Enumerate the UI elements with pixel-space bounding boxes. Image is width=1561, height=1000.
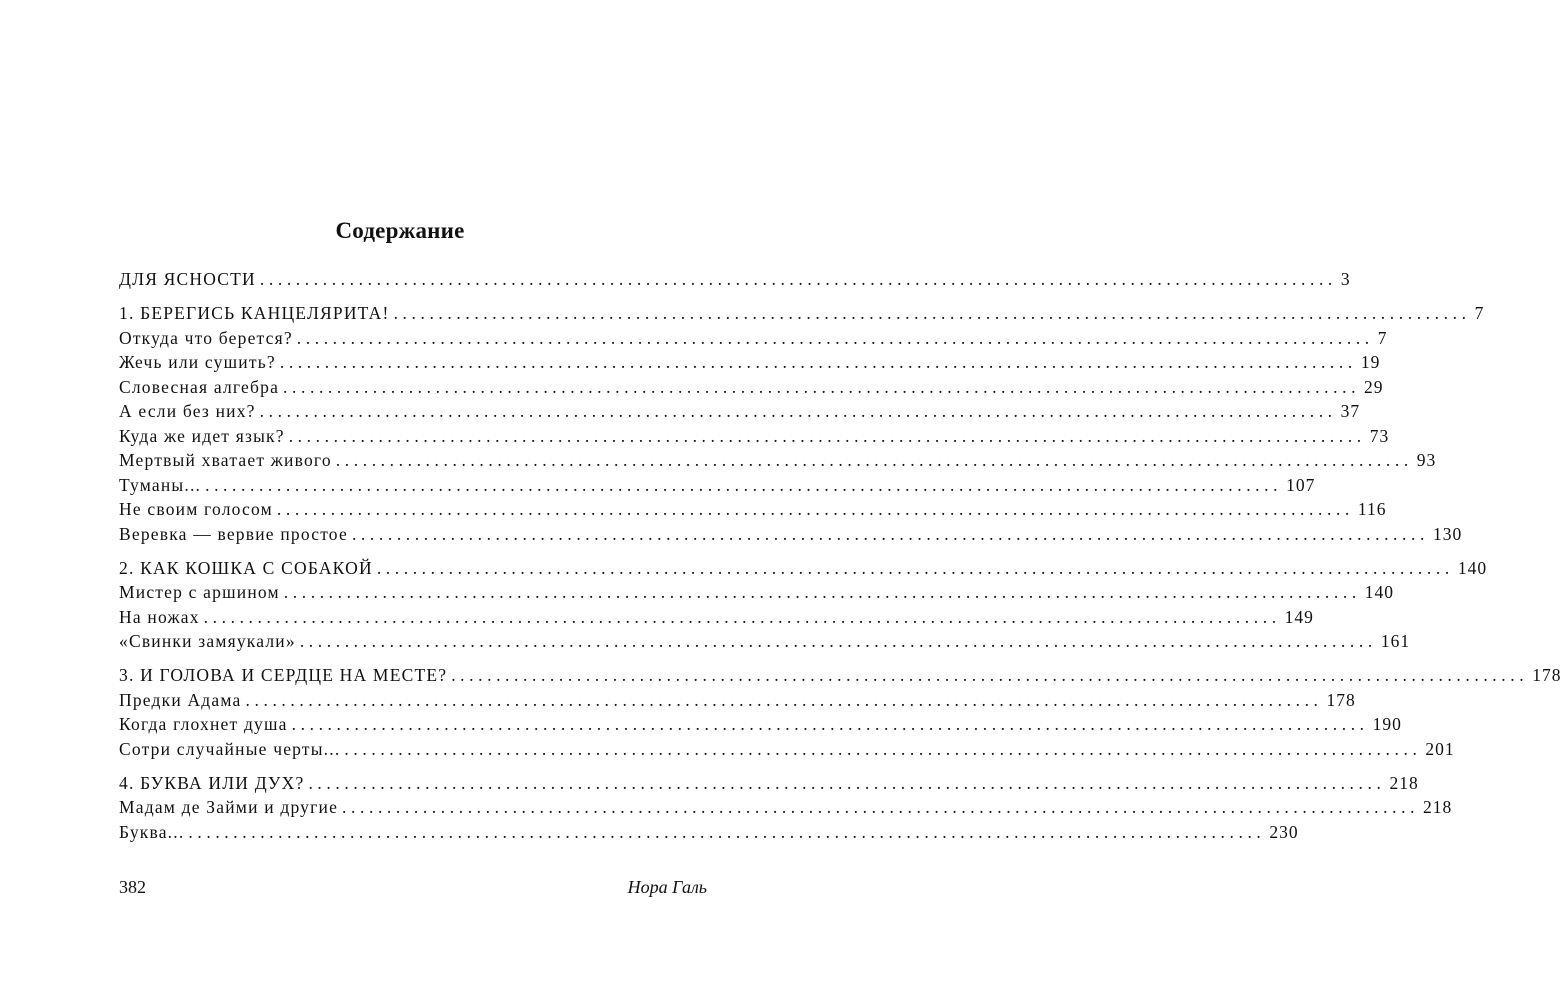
- toc-entry-page: 3: [1340, 269, 1351, 289]
- toc-entry-title: Жечь или сушить?: [119, 352, 276, 372]
- toc-entry-title: ДЛЯ ЯСНОСТИ: [119, 269, 256, 289]
- toc-entry-page: 19: [1360, 352, 1381, 372]
- toc-dot-leader: ........................................................................................................................: [342, 797, 1420, 817]
- toc-entry: [119, 327, 1388, 353]
- toc-entry-page: 93: [1416, 450, 1437, 470]
- toc-entry-title: А если без них?: [119, 401, 256, 421]
- toc-entry: [119, 557, 1488, 583]
- toc-dot-leader: ........................................................................................................................: [283, 582, 1361, 602]
- toc-entry: [119, 772, 1419, 798]
- toc-entry: [119, 821, 1299, 847]
- toc-entry-page: 140: [1457, 557, 1488, 578]
- toc-dot-leader: ........................................................................................................................: [299, 631, 1377, 651]
- toc-entry-page: 7: [1474, 303, 1485, 323]
- toc-entry-page: 73: [1369, 425, 1390, 446]
- toc-dot-leader: ........................................................................................................................: [335, 450, 1413, 470]
- toc-entry-title: Мертвый хватает живого: [119, 450, 332, 470]
- toc-entry-title: Словесная алгебра: [119, 376, 280, 397]
- toc-entry-title: «Свинки замяукали»: [119, 631, 296, 651]
- toc-entry-title: Мадам де Займи и другие: [119, 797, 339, 817]
- running-footer-author: Нора Галь: [627, 877, 707, 897]
- page-title: Содержание: [335, 218, 465, 243]
- toc-entry: [119, 606, 1314, 632]
- toc-entry: [119, 714, 1402, 739]
- toc-entry-page: 218: [1423, 797, 1453, 817]
- toc-entry-title: 1. БЕРЕГИСЬ КАНЦЕЛЯРИТА!: [119, 303, 390, 323]
- toc-dot-leader: ........................................................................................................................: [259, 269, 1337, 289]
- toc-entry: [119, 665, 1561, 690]
- toc-entry-page: 29: [1364, 376, 1384, 397]
- toc-entry: [119, 689, 1356, 715]
- toc-entry: [119, 499, 1387, 524]
- toc-entry: [119, 425, 1390, 451]
- toc-entry: [119, 401, 1361, 426]
- toc-entry-page: 116: [1357, 499, 1387, 519]
- toc-entry-title: Туманы...: [119, 474, 202, 495]
- toc-entry-title: Веревка — вервие простое: [119, 523, 348, 544]
- toc-entry-page: 178: [1532, 665, 1561, 685]
- toc-entry-page: 7: [1377, 327, 1388, 348]
- toc-entry: [119, 474, 1316, 500]
- toc-entry-title: Когда глохнет душа: [119, 714, 288, 734]
- toc-entry-title: Буква...: [119, 821, 185, 842]
- toc-entry-page: 130: [1432, 523, 1463, 544]
- toc-entry-title: 2. КАК КОШКА С СОБАКОЙ: [119, 557, 373, 578]
- toc-entry-title: 4. БУКВА ИЛИ ДУХ?: [119, 772, 305, 793]
- toc-entry-page: 178: [1326, 689, 1356, 710]
- toc-entry: [119, 738, 1455, 764]
- toc-dot-leader: ........................................................................................................................: [259, 401, 1337, 421]
- toc-dot-leader: ........................................................................................................................: [283, 376, 1361, 397]
- toc-entry: [119, 631, 1411, 656]
- toc-dot-leader: ........................................................................................................................: [276, 499, 1354, 519]
- toc-dot-leader: ........................................................................................................................: [296, 327, 1374, 348]
- table-of-contents: [119, 269, 1561, 846]
- toc-entry-page: 201: [1425, 738, 1455, 759]
- toc-entry: [119, 303, 1485, 328]
- toc-entry-title: Куда же идет язык?: [119, 425, 285, 446]
- toc-dot-leader: ........................................................................................................................: [393, 303, 1471, 323]
- toc-entry-page: 107: [1286, 474, 1316, 495]
- toc-entry-title: 3. И ГОЛОВА И СЕРДЦЕ НА МЕСТЕ?: [119, 665, 448, 685]
- toc-entry-title: Откуда что берется?: [119, 327, 293, 348]
- page-number: 382: [119, 877, 146, 897]
- toc-dot-leader: ........................................................................................................................: [376, 557, 1454, 578]
- toc-entry-title: Предки Адама: [119, 689, 242, 710]
- toc-entry-page: 218: [1389, 772, 1419, 793]
- toc-entry: [119, 582, 1395, 607]
- toc-dot-leader: ........................................................................................................................: [291, 714, 1369, 734]
- toc-entry-title: Мистер с аршином: [119, 582, 280, 602]
- toc-entry: [119, 352, 1381, 377]
- toc-entry-page: 140: [1364, 582, 1395, 602]
- toc-dot-leader: ........................................................................................................................: [245, 689, 1323, 710]
- toc-entry-title: Не своим голосом: [119, 499, 273, 519]
- toc-entry: [119, 523, 1463, 549]
- toc-dot-leader: ........................................................................................................................: [203, 606, 1281, 627]
- toc-entry-page: 190: [1372, 714, 1402, 734]
- toc-dot-leader: ........................................................................................................................: [308, 772, 1386, 793]
- toc-entry: [119, 269, 1351, 294]
- toc-entry: [119, 797, 1453, 822]
- toc-dot-leader: ........................................................................................................................: [279, 352, 1357, 372]
- toc-dot-leader: ........................................................................................................................: [351, 523, 1429, 544]
- toc-entry-title: На ножах: [119, 606, 200, 627]
- toc-entry-page: 230: [1269, 821, 1299, 842]
- toc-entry: [119, 450, 1437, 475]
- toc-dot-leader: ........................................................................................................................: [188, 821, 1266, 842]
- toc-entry-page: 37: [1340, 401, 1361, 421]
- toc-entry-page: 149: [1284, 606, 1314, 627]
- toc-dot-leader: ........................................................................................................................: [205, 474, 1283, 495]
- toc-entry-page: 161: [1380, 631, 1411, 651]
- toc-dot-leader: ........................................................................................................................: [344, 738, 1422, 759]
- toc-entry-title: Сотри случайные черты...: [119, 738, 341, 759]
- toc-entry: [119, 376, 1384, 402]
- toc-dot-leader: ........................................................................................................................: [288, 425, 1366, 446]
- toc-dot-leader: ........................................................................................................................: [451, 665, 1529, 685]
